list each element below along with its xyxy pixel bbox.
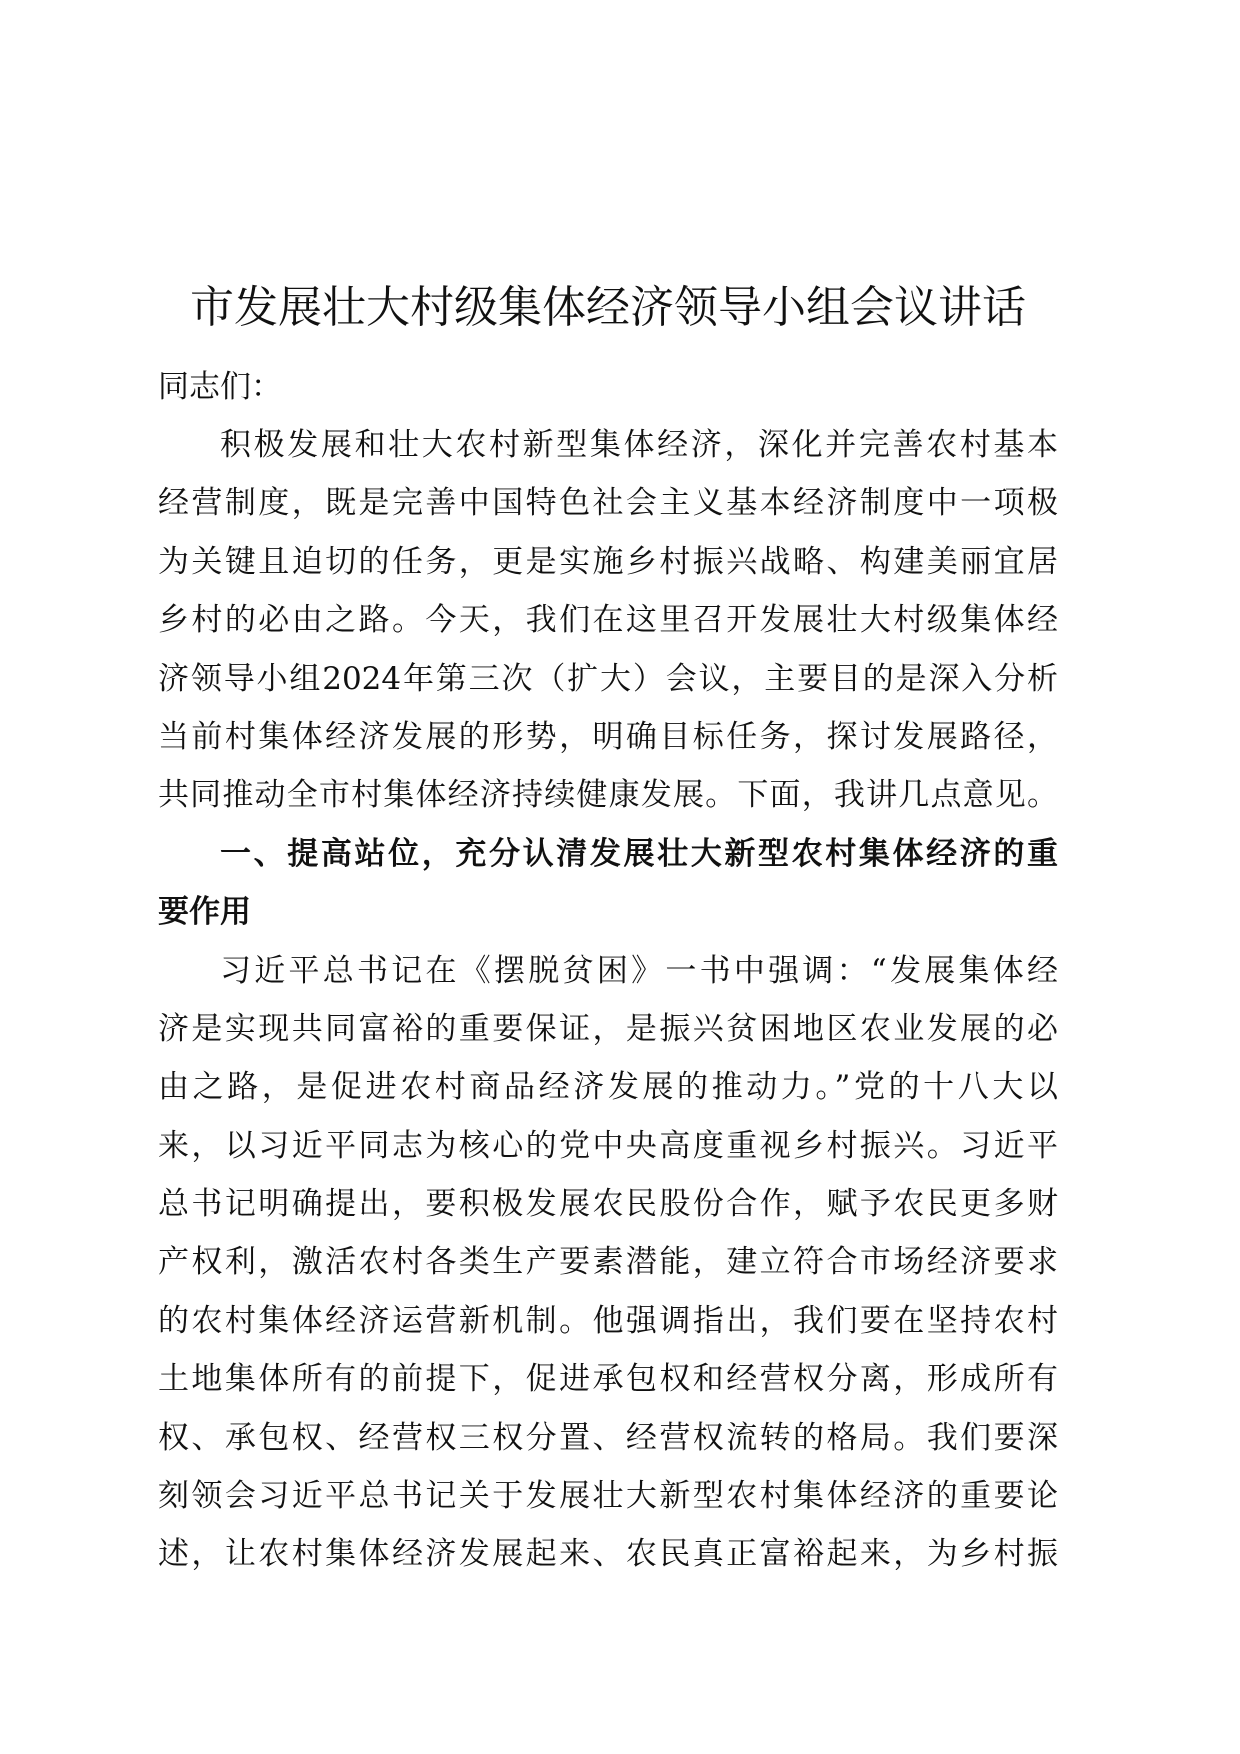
document-page (158, 258, 1058, 1584)
paragraph-line: 济领导小组2024年第三次（扩大）会议，主要目的是深入分析 (158, 660, 1058, 697)
section-heading (158, 825, 1058, 942)
intro-paragraph (158, 416, 1058, 825)
paragraph-line: 积极发展和壮大农村新型集体经济，深化并完善农村基本 (220, 427, 1058, 463)
paragraph-line: 当前村集体经济发展的形势，明确目标任务，探讨发展路径， (158, 718, 1058, 755)
paragraph-line: 总书记明确提出，要积极发展农民股份合作，赋予农民更多财 (158, 1186, 1058, 1223)
heading-line: 一、提高站位，充分认清发展壮大新型农村集体经济的重 (220, 835, 1058, 872)
page-title: 市发展壮大村级集体经济领导小组会议讲话 (190, 282, 1026, 333)
paragraph-line: 共同推动全市村集体经济持续健康发展。下面，我讲几点意见。 (158, 777, 1058, 814)
paragraph-line: 济是实现共同富裕的重要保证，是振兴贫困地区农业发展的必 (158, 1010, 1058, 1047)
paragraph-line: 的农村集体经济运营新机制。他强调指出，我们要在坚持农村 (158, 1302, 1058, 1339)
paragraph-line: 权、承包权、经营权三权分置、经营权流转的格局。我们要深 (158, 1419, 1058, 1456)
paragraph-line: 习近平总书记在《摆脱贫困》一书中强调：“发展集体经 (220, 952, 1058, 989)
paragraph-line: 刻领会习近平总书记关于发展壮大新型农村集体经济的重要论 (158, 1478, 1058, 1515)
greeting: 同志们： (158, 369, 282, 405)
paragraph-line: 述，让农村集体经济发展起来、农民真正富裕起来，为乡村振 (158, 1536, 1058, 1573)
paragraph-line: 来，以习近平同志为核心的党中央高度重视乡村振兴。习近平 (158, 1127, 1058, 1164)
paragraph-line: 由之路，是促进农村商品经济发展的推动力。”党的十八大以 (158, 1069, 1058, 1106)
heading-line: 要作用 (158, 894, 251, 931)
paragraph-line: 为关键且迫切的任务，更是实施乡村振兴战略、构建美丽宜居 (158, 543, 1058, 580)
paragraph-line: 乡村的必由之路。今天，我们在这里召开发展壮大村级集体经 (158, 602, 1058, 639)
paragraph-line: 产权利，激活农村各类生产要素潜能，建立符合市场经济要求 (158, 1244, 1058, 1281)
section-body-paragraph (158, 942, 1058, 1584)
paragraph-line: 土地集体所有的前提下，促进承包权和经营权分离，形成所有 (158, 1361, 1058, 1398)
paragraph-line: 经营制度，既是完善中国特色社会主义基本经济制度中一项极 (158, 485, 1058, 522)
